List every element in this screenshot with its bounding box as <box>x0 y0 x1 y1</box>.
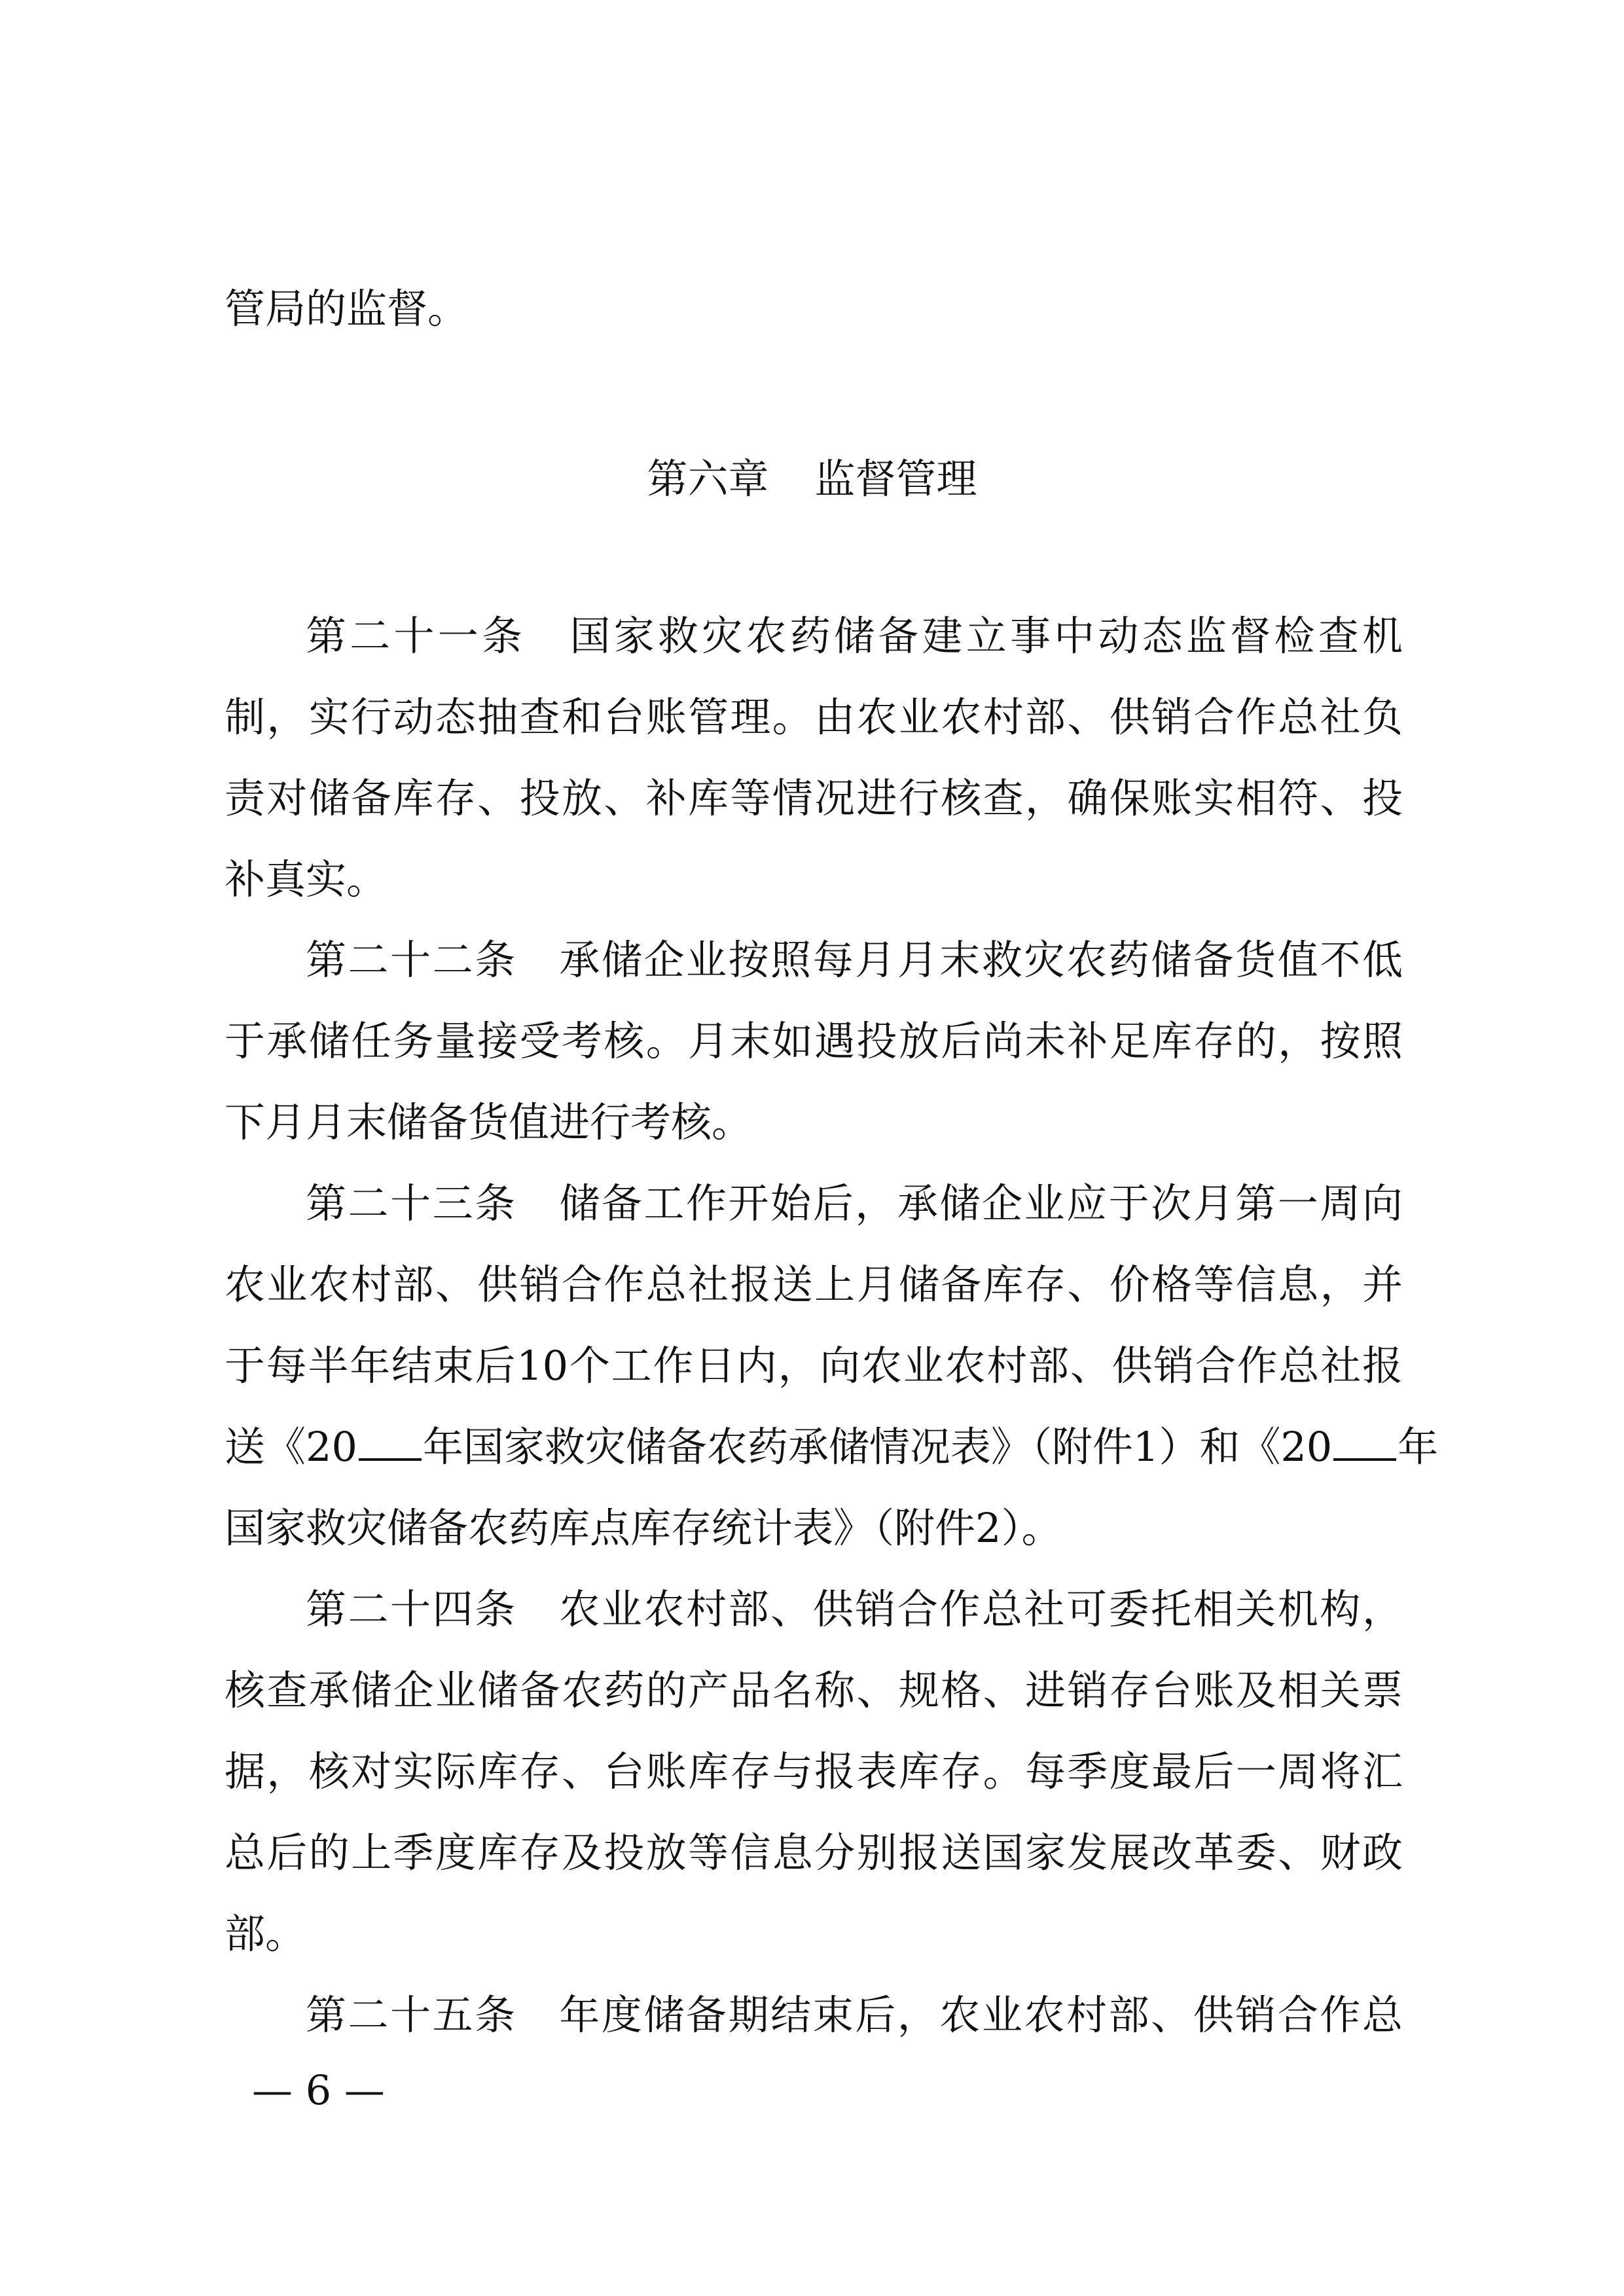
text-line: 第二十二条 承储企业按照每月月末救灾农药储备货值不低 <box>306 936 1403 984</box>
page-number: — 6 — <box>252 2066 385 2114</box>
article-22 <box>225 920 1403 1163</box>
text-line: 部。 <box>225 1910 306 1958</box>
text-line: 管局的监督。 <box>225 285 469 332</box>
lead-paragraph <box>225 268 1403 350</box>
text-line: 第二十一条 国家救灾农药储备建立事中动态监督检查机 <box>306 612 1403 660</box>
chapter-number: 第六章 <box>647 455 769 503</box>
text-line: 第二十三条 储备工作开始后，承储企业应于次月第一周向 <box>306 1179 1403 1227</box>
chapter-title <box>0 439 1624 520</box>
article-24 <box>225 1569 1403 1975</box>
text-line: 送《20 年国家救灾储备农药承储情况表》（附件1）和《20 年 <box>225 1423 1439 1471</box>
fill-blank <box>359 1424 422 1461</box>
article-23 <box>225 1163 1439 1569</box>
text-line: 责对储备库存、投放、补库等情况进行核查，确保账实相符、投 <box>225 774 1403 822</box>
article-number: 第二十四条 <box>306 1585 517 1633</box>
text-line: 核查承储企业储备农药的产品名称、规格、进销存台账及相关票 <box>225 1666 1403 1714</box>
chapter-name: 监督管理 <box>814 455 977 503</box>
text-line: 国家救灾储备农药库点库存统计表》（附件2）。 <box>225 1504 1062 1552</box>
article-number: 第二十三条 <box>306 1179 517 1227</box>
article-number: 第二十二条 <box>306 936 517 984</box>
text-line: 农业农村部、供销合作总社报送上月储备库存、价格等信息，并 <box>225 1261 1403 1308</box>
article-21 <box>225 596 1403 920</box>
text-line: 据，核对实际库存、台账库存与报表库存。每季度最后一周将汇 <box>225 1748 1403 1795</box>
text-line: 补真实。 <box>225 855 388 903</box>
text-line: 于每半年结束后10个工作日内，向农业农村部、供销合作总社报 <box>225 1342 1403 1390</box>
text-line: 于承储任务量接受考核。月末如遇投放后尚未补足库存的，按照 <box>225 1017 1403 1065</box>
text-line: 总后的上季度库存及投放等信息分别报送国家发展改革委、财政 <box>225 1829 1403 1876</box>
text-line: 下月月末储备货值进行考核。 <box>225 1098 753 1146</box>
article-25 <box>225 1975 1403 2056</box>
text-line: 制，实行动态抽查和台账管理。由农业农村部、供销合作总社负 <box>225 693 1403 741</box>
text-line: 第二十五条 年度储备期结束后，农业农村部、供销合作总 <box>306 1991 1403 2039</box>
fill-blank <box>1333 1424 1396 1461</box>
article-number: 第二十一条 <box>306 612 526 660</box>
article-number: 第二十五条 <box>306 1991 517 2039</box>
text-line: 第二十四条 农业农村部、供销合作总社可委托相关机构， <box>306 1585 1403 1633</box>
